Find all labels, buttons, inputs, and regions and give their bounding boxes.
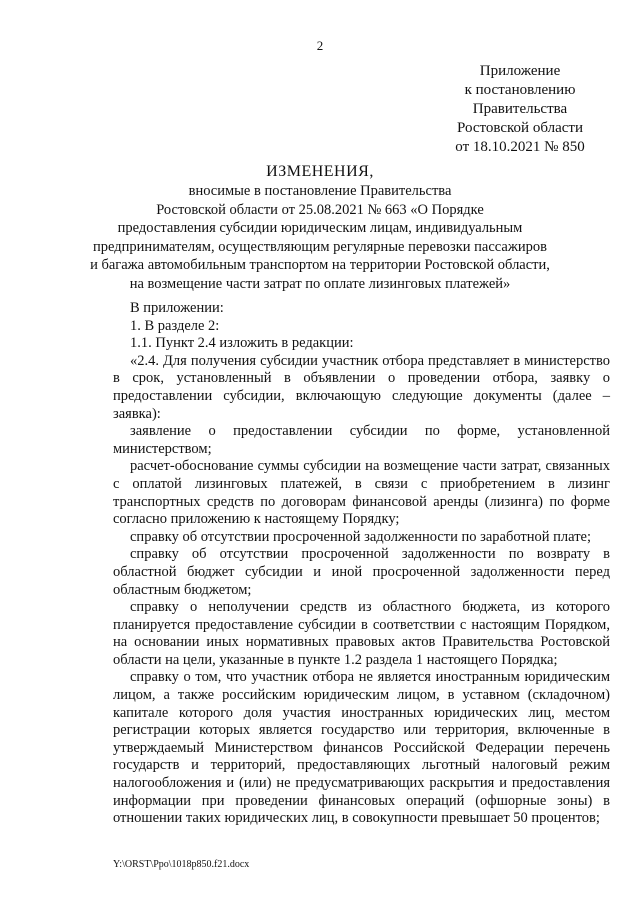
appendix-line: Правительства (472, 101, 568, 117)
page-number: 2 (316, 38, 324, 53)
subtitle-line: и багажа автомобильным транспортом на территории Ростовской области, (90, 257, 550, 273)
appendix-line: Приложение (479, 63, 561, 79)
body-paragraph: «2.4. Для получения субсидии участник отбора представляет в министерство в срок, установленный в объявлении о проведении отбора, заявку о предоставлении субсидии, включающую следующие документы (далее – заявка): (113, 352, 610, 422)
body-paragraph: справку о неполучении средств из областного бюджета, из которого планируется предоставление субсидии в соответствии с настоящим Порядком, на основании иных нормативных правовых актов Правительства Ростовской области на цели, указанные в пункте 1.2 раздела 1 настоящего Порядка; (113, 599, 610, 668)
appendix-line: от 18.10.2021 № 850 (455, 139, 585, 155)
body-paragraph: 1.1. Пункт 2.4 изложить в редакции: (130, 335, 354, 352)
appendix-line: к постановлению (464, 82, 576, 98)
body-paragraph: справку об отсутствии просроченной задолженности по заработной плате; (130, 528, 591, 545)
subtitle-line: Ростовской области от 25.08.2021 № 663 «О Порядке (156, 201, 484, 218)
subtitle-line: предоставления субсидии юридическим лицам, индивидуальным (117, 220, 523, 236)
document-body (113, 300, 610, 828)
file-path-footer: Y:\ORST\Ppo\1018p850.f21.docx (113, 859, 250, 870)
title-block (90, 162, 550, 293)
body-paragraph: В приложении: (130, 300, 224, 316)
body-paragraph: справку об отсутствии просроченной задолженности по возврату в областной бюджет субсидии и иной просроченной задолженности перед областным бюджетом; (113, 546, 610, 598)
body-paragraph: расчет-обоснование суммы субсидии на возмещение части затрат, связанных с оплатой лизинговых платежей, в связи с приобретением в лизинг транспортных средств по договорам финансовой аренды (лизинга) по форме согласно приложению к настоящему Порядку; (113, 458, 610, 528)
subtitle-line: на возмещение части затрат по оплате лизинговых платежей» (129, 275, 511, 292)
subtitle-line: вносимые в постановление Правительства (188, 183, 452, 199)
appendix-block (440, 62, 600, 157)
subtitle-line: предпринимателям, осуществляющим регулярные перевозки пассажиров (93, 238, 547, 255)
document-title: ИЗМЕНЕНИЯ, (266, 163, 374, 180)
body-paragraph: 1. В разделе 2: (130, 317, 220, 334)
body-paragraph: заявление о предоставлении субсидии по форме, установленной министерством; (113, 423, 610, 457)
appendix-line: Ростовской области (457, 120, 583, 136)
body-paragraph: справку о том, что участник отбора не является иностранным юридическим лицом, а также российским юридическим лицом, в уставном (складочном) капитале которого доля участия иностранных юридических лиц, местом регистрации которых является государство или территория, включенные в утверждаемый Министерством финансов Российской Федерации перечень государств и территорий, предоставляющих льготный налоговый режим налогообложения и (или) не предусматривающих раскрытия и предоставления информации при проведении финансовых операций (офшорные зоны) в отношении таких юридических лиц, в совокупности превышает 50 процентов; (113, 669, 610, 827)
